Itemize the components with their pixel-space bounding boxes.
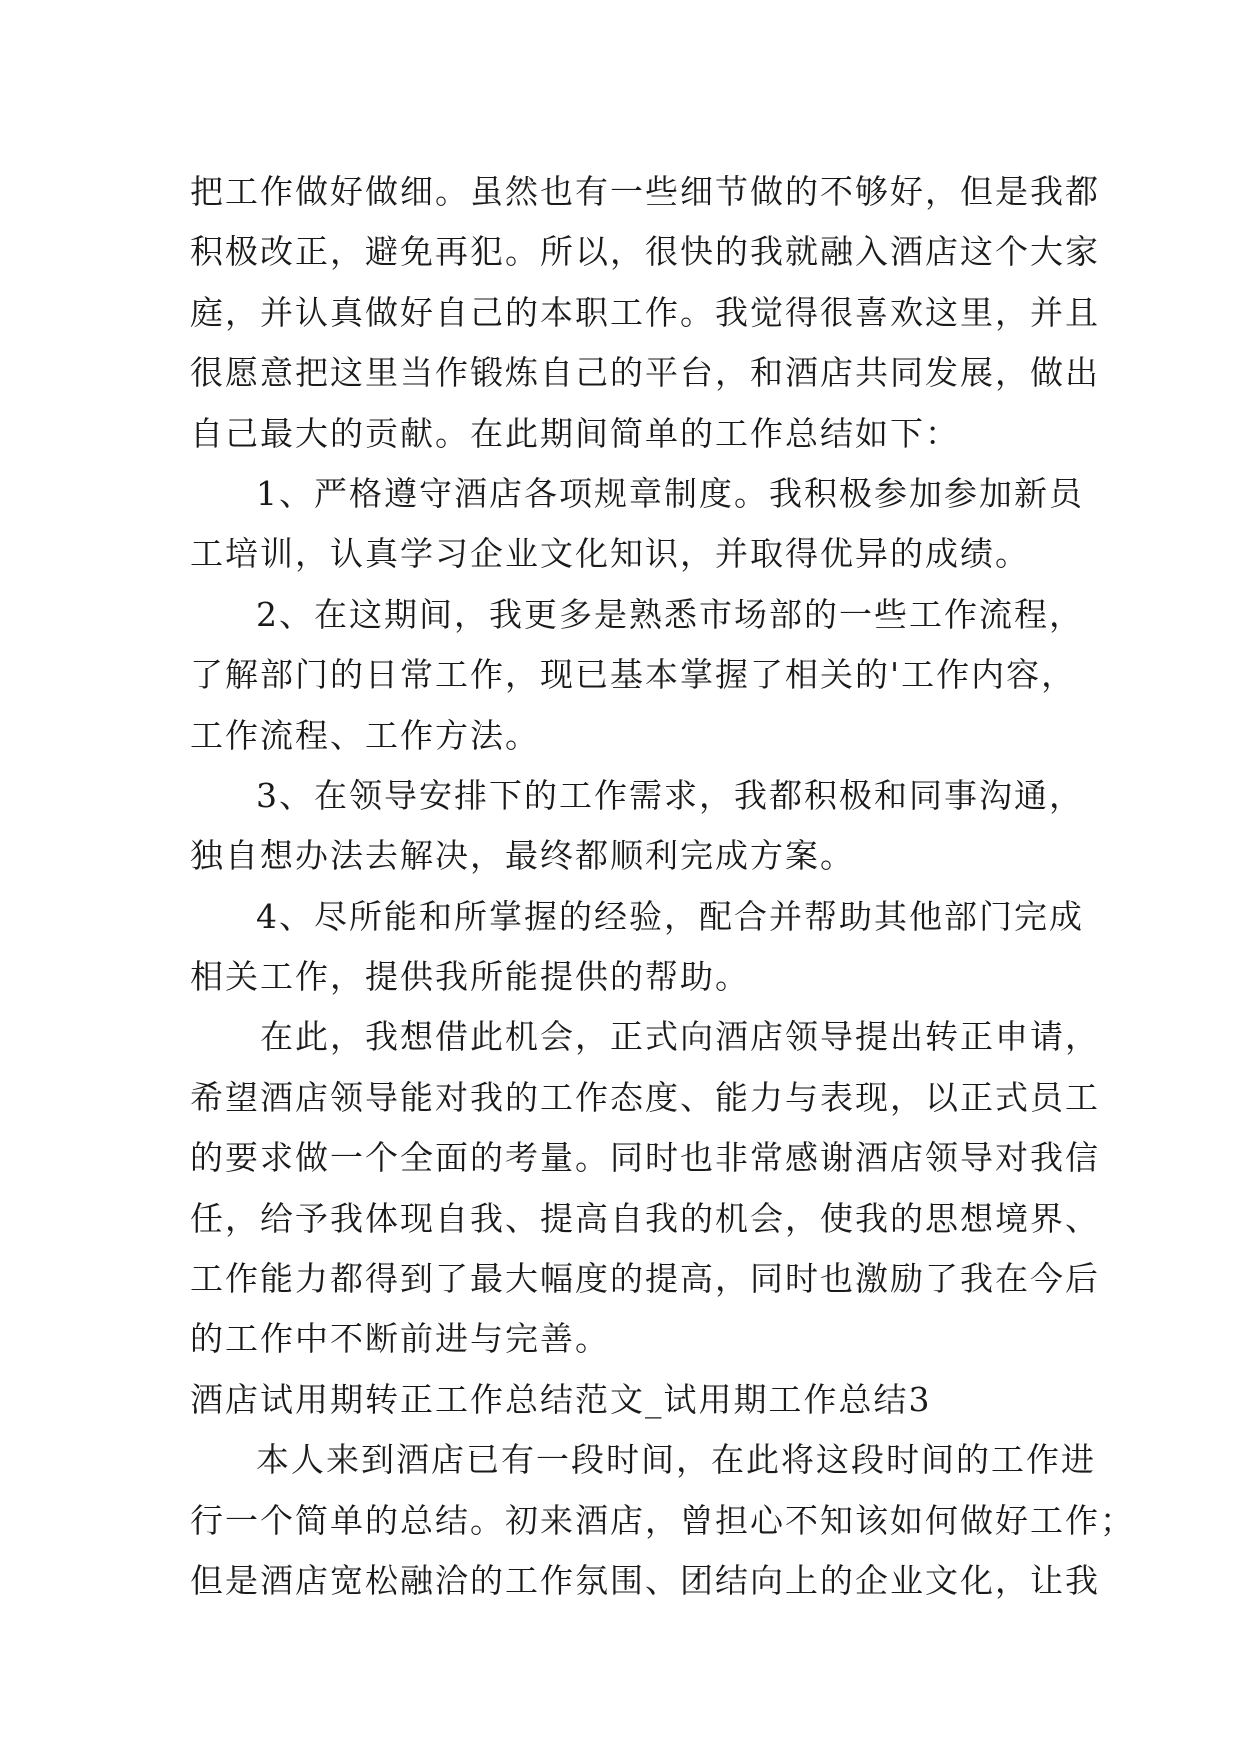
list-item-3: 3、在领导安排下的工作需求，我都积极和同事沟通， [256,775,1084,815]
text-line-9: 了解部门的日常工作，现已基本掌握了相关的'工作内容， [190,655,1077,695]
text-line-7: 工培训，认真学习企业文化知识，并取得优异的成绩。 [190,534,1030,574]
text-line-12: 独自想办法去解决，最终都顺利完成方案。 [190,836,855,876]
list-item-2: 2、在这期间，我更多是熟悉市场部的一些工作流程， [256,594,1084,634]
text-line-4: 很愿意把这里当作锻炼自己的平台，和酒店共同发展，做出 [190,353,1100,393]
paragraph-start-2: 本人来到酒店已有一段时间，在此将这段时间的工作进 [256,1440,1096,1480]
text-line-2: 积极改正，避免再犯。所以，很快的我就融入酒店这个大家 [190,232,1100,272]
text-line-20: 的工作中不断前进与完善。 [190,1319,610,1359]
text-line-5: 自己最大的贡献。在此期间简单的工作总结如下： [190,413,960,453]
text-line-19: 工作能力都得到了最大幅度的提高，同时也激励了我在今后 [190,1259,1100,1299]
text-line-23: 行一个简单的总结。初来酒店，曾担心不知该如何做好工作； [190,1500,1135,1540]
text-line-10: 工作流程、工作方法。 [190,715,540,755]
paragraph-start: 在此，我想借此机会，正式向酒店领导提出转正申请， [260,1017,1100,1057]
text-line-1: 把工作做好做细。虽然也有一些细节做的不够好，但是我都 [190,172,1100,211]
text-line-18: 任，给予我体现自我、提高自我的机会，使我的思想境界、 [190,1198,1100,1238]
text-line-17: 的要求做一个全面的考量。同时也非常感谢酒店领导对我信 [190,1138,1100,1178]
list-item-1: 1、严格遵守酒店各项规章制度。我积极参加参加新员 [256,473,1084,513]
text-line-16: 希望酒店领导能对我的工作态度、能力与表现，以正式员工 [190,1077,1100,1117]
document-body [190,162,1135,1611]
text-line-24: 但是酒店宽松融洽的工作氛围、团结向上的企业文化，让我 [190,1560,1100,1600]
section-heading: 酒店试用期转正工作总结范文_试用期工作总结3 [190,1379,932,1419]
text-line-14: 相关工作，提供我所能提供的帮助。 [190,957,750,997]
text-line-3: 庭，并认真做好自己的本职工作。我觉得很喜欢这里，并且 [190,292,1100,332]
list-item-4: 4、尽所能和所掌握的经验，配合并帮助其他部门完成 [256,896,1084,936]
